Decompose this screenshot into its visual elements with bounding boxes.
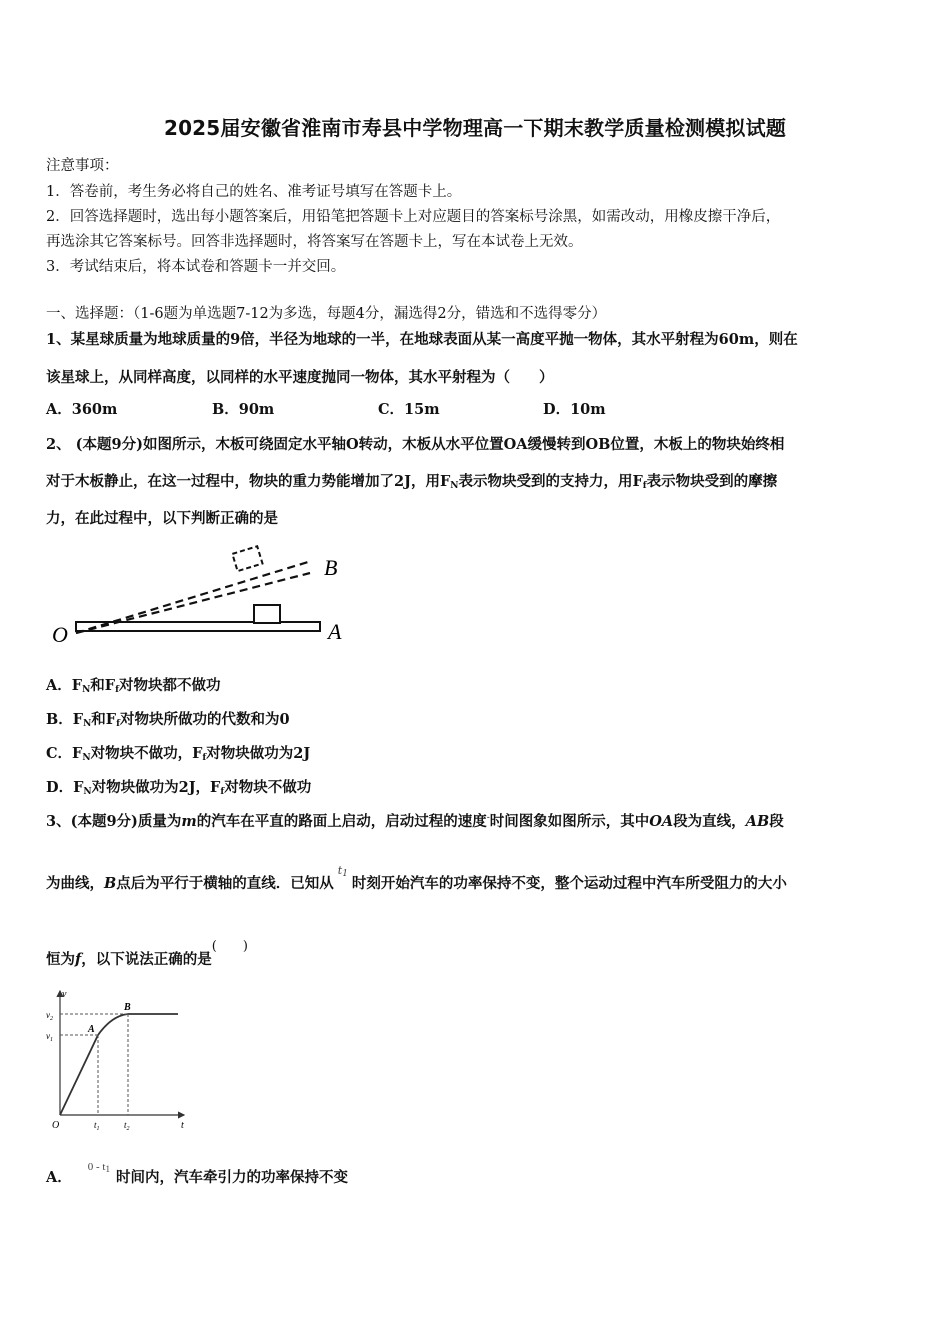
q2-text-line1: 2、 (本题9分)如图所示，木板可绕固定水平轴O转动，木板从水平位置OA缓慢转到OB位置，木板上的物块始终相	[46, 436, 785, 453]
origin-label: O	[52, 1120, 60, 1131]
v2-label: $v_2$	[46, 1010, 53, 1022]
q3-text-line3: 恒为f，以下说法正确的是( )	[46, 939, 248, 968]
q1-option-d: D．10m	[543, 401, 606, 418]
t1-label: $t_1$	[94, 1120, 100, 1131]
v-axis-label: v	[62, 989, 67, 1000]
q2-option-a: A．$F_N$和$F_f$对物块都不做功	[46, 677, 221, 695]
t-axis-label: t	[181, 1120, 184, 1131]
horizontal-board	[76, 622, 320, 631]
label-a: A	[328, 619, 342, 644]
page-title: 2025届安徽省淮南市寿县中学物理高一下期末教学质量检测模拟试题	[163, 116, 787, 140]
section-heading: 一、选择题：（1-6题为单选题7-12为多选，每题4分，漏选得2分，错选和不选得零分）	[46, 306, 607, 322]
notice-item: 3．考试结束后，将本试卷和答题卡一并交回。	[46, 259, 346, 275]
notice-item: 1．答卷前，考生务必将自己的姓名、准考证号填写在答题卡上。	[46, 184, 462, 200]
point-b-label: B	[124, 1002, 131, 1013]
point-a-label: A	[88, 1024, 95, 1035]
q3-vt-graph	[44, 985, 194, 1131]
notice-item: 2．回答选择题时，选出每小题答案后，用铅笔把答题卡上对应题目的答案标号涂黑，如需改动，用橡皮擦干净后，	[46, 209, 781, 225]
q1-text-line2: 该星球上，从同样高度，以同样的水平速度抛同一物体，其水平射程为（ ）	[46, 369, 554, 386]
block-on-ob	[232, 546, 262, 571]
time-range-symbol: 0 - t1	[87, 1161, 110, 1174]
velocity-curve	[60, 1014, 178, 1115]
v1-label: $v_1$	[46, 1031, 53, 1043]
q3-text-line2: 为曲线，B点后为平行于横轴的直线．已知从$^{t_1}$时刻开始汽车的功率保持不变，整个运动过程中汽车所受阻力的大小	[46, 864, 787, 892]
label-o: O	[52, 622, 68, 647]
q2-option-c: C．$F_N$对物块不做功，$F_f$对物块做功为2J	[46, 745, 311, 763]
q1-option-a: A．360m	[46, 401, 118, 418]
q1-option-b: B．90m	[212, 401, 275, 418]
q1-option-c: C．15m	[378, 401, 440, 418]
q2-option-d: D．$F_N$对物块做功为2J，$F_f$对物块不做功	[46, 779, 312, 797]
q3-option-a: A．$^{0 - t_1}$ 时间内，汽车牵引力的功率保持不变	[46, 1161, 348, 1186]
q3-text-line1: 3、(本题9分)质量为m的汽车在平直的路面上启动，启动过程的速度-时间图象如图所示，其中OA段为直线，AB段	[46, 813, 784, 830]
t1-symbol: t1	[337, 864, 348, 879]
block-on-oa	[254, 605, 280, 623]
label-b: B	[324, 555, 338, 580]
t2-label: $t_2$	[124, 1120, 130, 1131]
q2-text-line3: 力，在此过程中，以下判断正确的是	[46, 510, 278, 527]
q2-board-figure	[48, 545, 358, 655]
q1-text-line1: 1、某星球质量为地球质量的9倍，半径为地球的一半，在地球表面从某一高度平抛一物体，其水平射程为60m，则在	[46, 331, 798, 348]
notice-heading: 注意事项：	[46, 158, 119, 174]
q2-option-b: B．$F_N$和$F_f$对物块所做功的代数和为0	[46, 711, 290, 729]
notice-item: 再选涂其它答案标号。回答非选择题时，将答案写在答题卡上，写在本试卷上无效。	[46, 234, 583, 250]
q2-text-line2: 对于木板静止，在这一过程中，物块的重力势能增加了2J，用$F_N$表示物块受到的支持力，用$F_f$表示物块受到的摩擦	[46, 473, 778, 491]
